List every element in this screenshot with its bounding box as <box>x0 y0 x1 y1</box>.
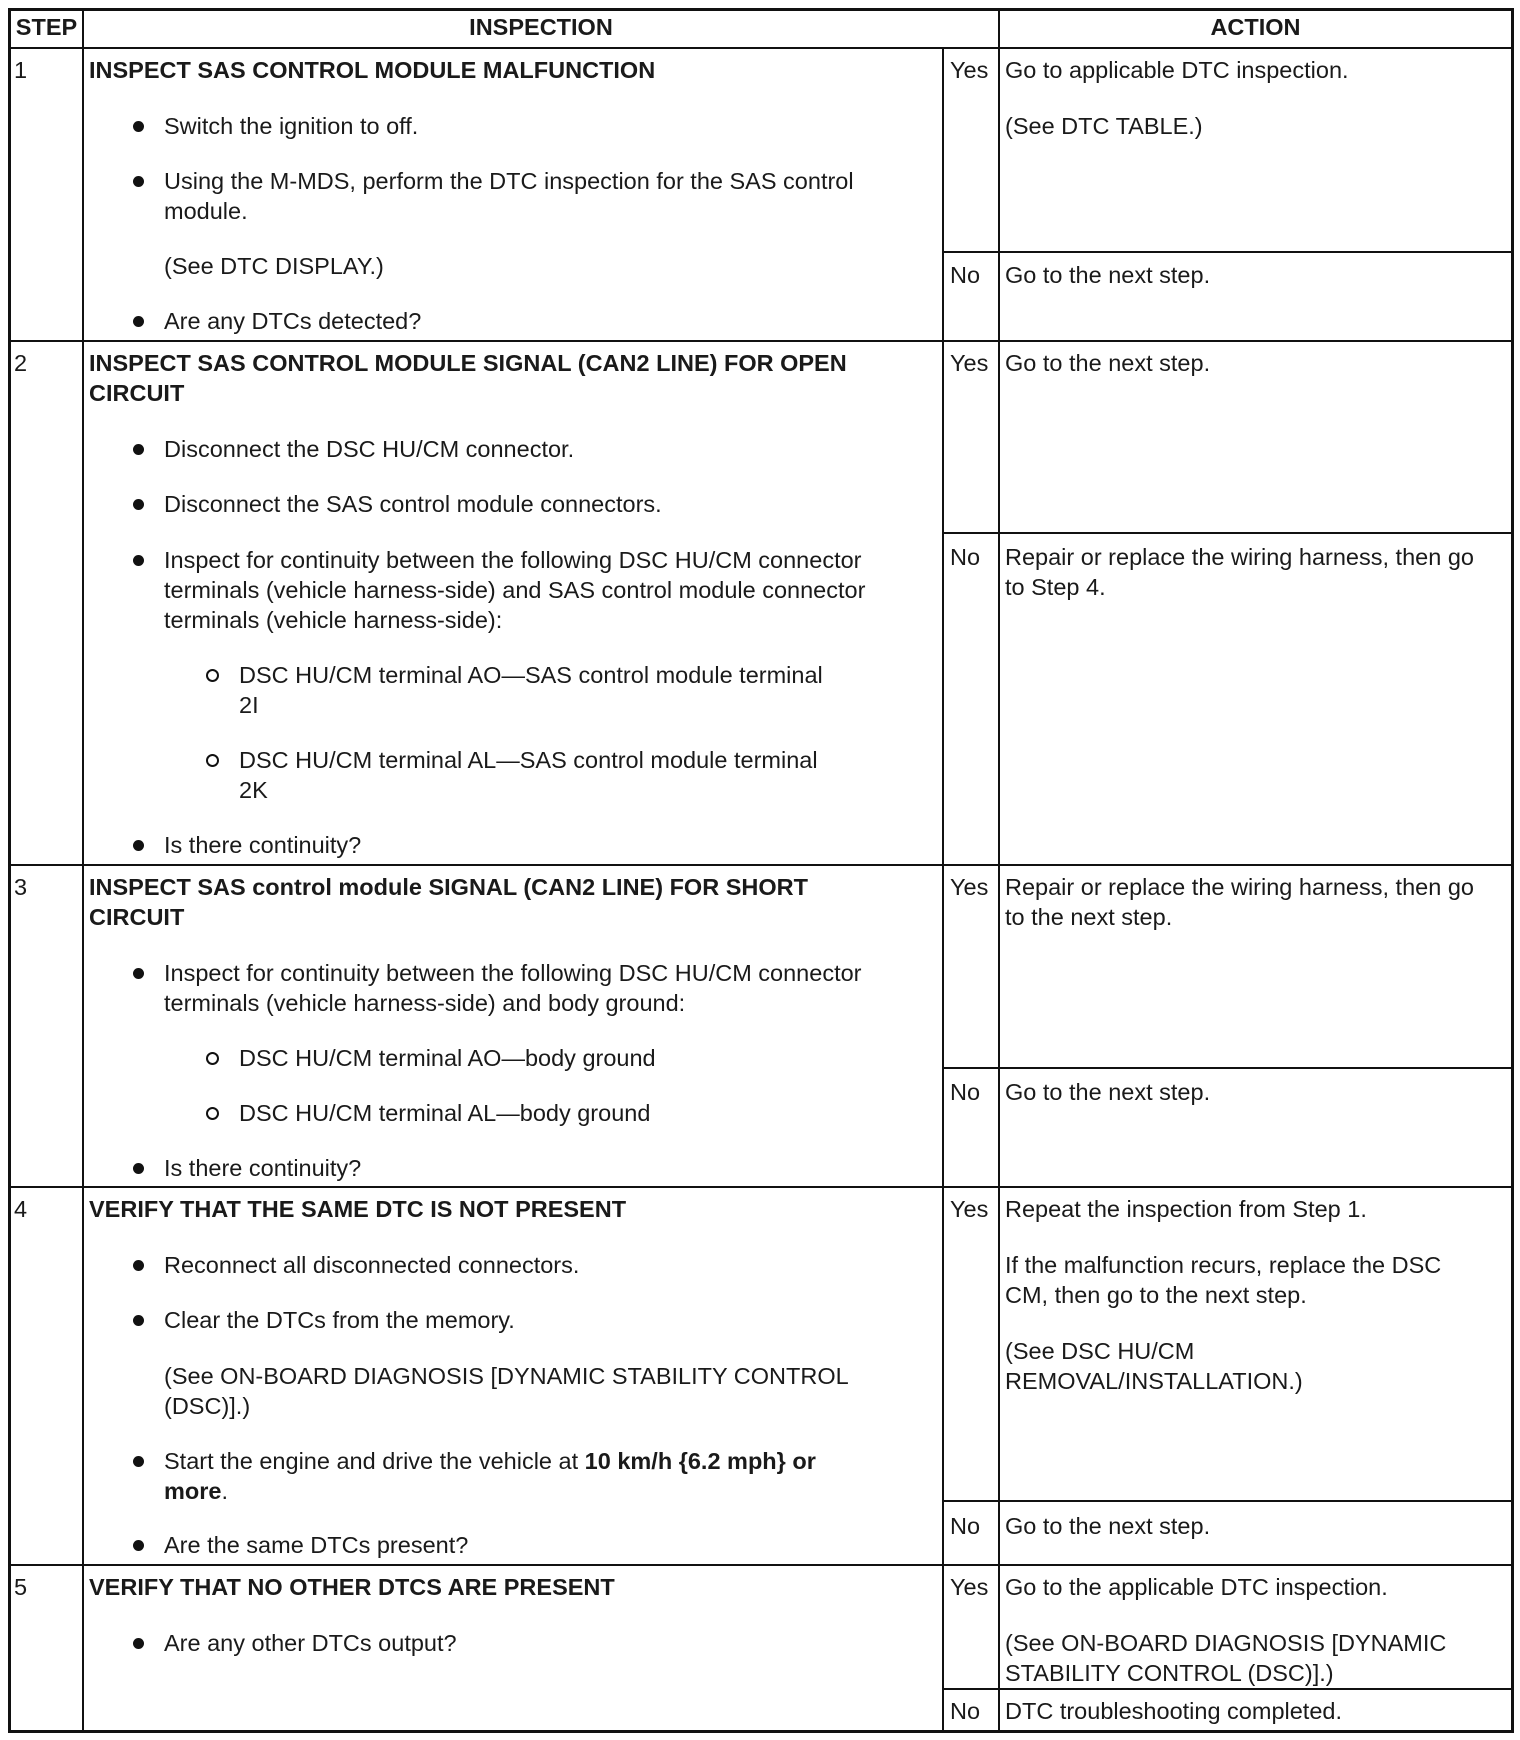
col-divider-inspection <box>942 48 944 1731</box>
inspection-line: Clear the DTCs from the memory. <box>164 1307 515 1333</box>
no-label: No <box>950 1513 981 1539</box>
reference-note: (See ON-BOARD DIAGNOSIS [DYNAMIC STABILITY CONTROL <box>164 1363 849 1389</box>
table-border-top <box>8 8 1514 11</box>
bullet-icon <box>133 555 144 566</box>
sub-bullet-icon <box>206 754 219 767</box>
step-title: CIRCUIT <box>89 380 185 406</box>
yes-no-divider-2 <box>942 532 1514 534</box>
step-title: CIRCUIT <box>89 904 185 930</box>
action-text: If the malfunction recurs, replace the DSC <box>1005 1252 1442 1278</box>
terminal-line: DSC HU/CM terminal AL—body ground <box>239 1100 651 1126</box>
inspection-line-text: . <box>221 1478 228 1504</box>
bullet-icon <box>133 968 144 979</box>
speed-spec: more <box>164 1478 222 1504</box>
action-text: Repeat the inspection from Step 1. <box>1005 1196 1367 1222</box>
bullet-icon <box>133 1163 144 1174</box>
speed-spec: 10 km/h {6.2 mph} or <box>584 1448 816 1474</box>
inspection-line <box>164 1446 816 1476</box>
inspection-line: Inspect for continuity between the following DSC HU/CM connector <box>164 960 862 986</box>
row-divider-1 <box>8 340 1514 342</box>
terminal-line: 2K <box>239 777 268 803</box>
terminal-line: 2I <box>239 692 259 718</box>
bullet-icon <box>133 444 144 455</box>
col-divider-step <box>82 8 84 1733</box>
step-number: 5 <box>14 1574 28 1600</box>
inspection-question: Is there continuity? <box>164 832 362 858</box>
step-number: 1 <box>14 57 28 83</box>
bullet-icon <box>133 1540 144 1551</box>
yes-no-divider-4 <box>942 1500 1514 1502</box>
inspection-line: Using the M-MDS, perform the DTC inspection for the SAS control <box>164 168 854 194</box>
action-text: to Step 4. <box>1005 574 1106 600</box>
action-text: STABILITY CONTROL (DSC)].) <box>1005 1660 1334 1686</box>
bullet-icon <box>133 1315 144 1326</box>
bullet-icon <box>133 1456 144 1467</box>
step-number: 4 <box>14 1196 28 1222</box>
sub-bullet-icon <box>206 1107 219 1120</box>
yes-label: Yes <box>950 1196 989 1222</box>
header-inspection: INSPECTION <box>469 14 613 40</box>
table-border-bottom <box>8 1730 1514 1733</box>
row-divider-2 <box>8 864 1514 866</box>
row-divider-3 <box>8 1186 1514 1188</box>
action-text: (See ON-BOARD DIAGNOSIS [DYNAMIC <box>1005 1630 1447 1656</box>
action-text: REMOVAL/INSTALLATION.) <box>1005 1368 1303 1394</box>
step-title: INSPECT SAS control module SIGNAL (CAN2 LINE) FOR SHORT <box>89 874 808 900</box>
inspection-line <box>164 1476 228 1506</box>
inspection-line: terminals (vehicle harness-side) and SAS control module connector <box>164 577 866 603</box>
bullet-icon <box>133 840 144 851</box>
yes-label: Yes <box>950 1574 989 1600</box>
yes-no-divider-1 <box>942 251 1514 253</box>
action-text: (See DTC TABLE.) <box>1005 113 1203 139</box>
yes-no-divider-5 <box>942 1688 1514 1690</box>
terminal-line: DSC HU/CM terminal AO—body ground <box>239 1045 656 1071</box>
action-text: Go to the applicable DTC inspection. <box>1005 1574 1388 1600</box>
inspection-line-text: Start the engine and drive the vehicle at <box>164 1448 585 1474</box>
inspection-question: Are any other DTCs output? <box>164 1630 457 1656</box>
action-text: CM, then go to the next step. <box>1005 1282 1307 1308</box>
action-text: Go to the next step. <box>1005 350 1211 376</box>
yes-label: Yes <box>950 57 989 83</box>
action-text: Go to the next step. <box>1005 262 1211 288</box>
table-border-left <box>8 8 11 1733</box>
row-divider-4 <box>8 1564 1514 1566</box>
action-text: Repair or replace the wiring harness, then go <box>1005 544 1474 570</box>
inspection-line: Disconnect the SAS control module connectors. <box>164 491 662 517</box>
reference-note: (DSC)].) <box>164 1393 251 1419</box>
step-title: INSPECT SAS CONTROL MODULE SIGNAL (CAN2 LINE) FOR OPEN <box>89 350 847 376</box>
sub-bullet-icon <box>206 1052 219 1065</box>
bullet-icon <box>133 1638 144 1649</box>
sub-bullet-icon <box>206 669 219 682</box>
action-text: Go to the next step. <box>1005 1513 1211 1539</box>
terminal-line: DSC HU/CM terminal AL—SAS control module terminal <box>239 747 818 773</box>
yes-label: Yes <box>950 350 989 376</box>
col-divider-action <box>998 8 1000 1733</box>
no-label: No <box>950 262 981 288</box>
reference-note: (See DTC DISPLAY.) <box>164 253 384 279</box>
step-number: 2 <box>14 350 28 376</box>
inspection-line: terminals (vehicle harness-side) and body ground: <box>164 990 686 1016</box>
bullet-icon <box>133 176 144 187</box>
step-number: 3 <box>14 874 28 900</box>
inspection-line: Disconnect the DSC HU/CM connector. <box>164 436 575 462</box>
action-text: DTC troubleshooting completed. <box>1005 1698 1343 1724</box>
yes-label: Yes <box>950 874 989 900</box>
bullet-icon <box>133 316 144 327</box>
inspection-line: module. <box>164 198 248 224</box>
inspection-line: Reconnect all disconnected connectors. <box>164 1252 580 1278</box>
header-divider <box>8 47 1514 49</box>
terminal-line: DSC HU/CM terminal AO—SAS control module terminal <box>239 662 823 688</box>
no-label: No <box>950 544 981 570</box>
bullet-icon <box>133 499 144 510</box>
step-title: VERIFY THAT NO OTHER DTCS ARE PRESENT <box>89 1574 615 1600</box>
yes-no-divider-3 <box>942 1067 1514 1069</box>
action-text: to the next step. <box>1005 904 1173 930</box>
table-border-right <box>1511 8 1514 1733</box>
bullet-icon <box>133 1260 144 1271</box>
action-text: Go to applicable DTC inspection. <box>1005 57 1349 83</box>
header-action: ACTION <box>1210 14 1301 40</box>
action-text: (See DSC HU/CM <box>1005 1338 1195 1364</box>
action-text: Repair or replace the wiring harness, then go <box>1005 874 1474 900</box>
inspection-line: Inspect for continuity between the following DSC HU/CM connector <box>164 547 862 573</box>
inspection-question: Are any DTCs detected? <box>164 308 422 334</box>
header-step: STEP <box>15 14 78 40</box>
inspection-line: Switch the ignition to off. <box>164 113 419 139</box>
inspection-question: Is there continuity? <box>164 1155 362 1181</box>
action-text: Go to the next step. <box>1005 1079 1211 1105</box>
step-title: VERIFY THAT THE SAME DTC IS NOT PRESENT <box>89 1196 627 1222</box>
bullet-icon <box>133 121 144 132</box>
no-label: No <box>950 1698 981 1724</box>
no-label: No <box>950 1079 981 1105</box>
inspection-line: terminals (vehicle harness-side): <box>164 607 503 633</box>
inspection-question: Are the same DTCs present? <box>164 1532 469 1558</box>
step-title: INSPECT SAS CONTROL MODULE MALFUNCTION <box>89 57 656 83</box>
